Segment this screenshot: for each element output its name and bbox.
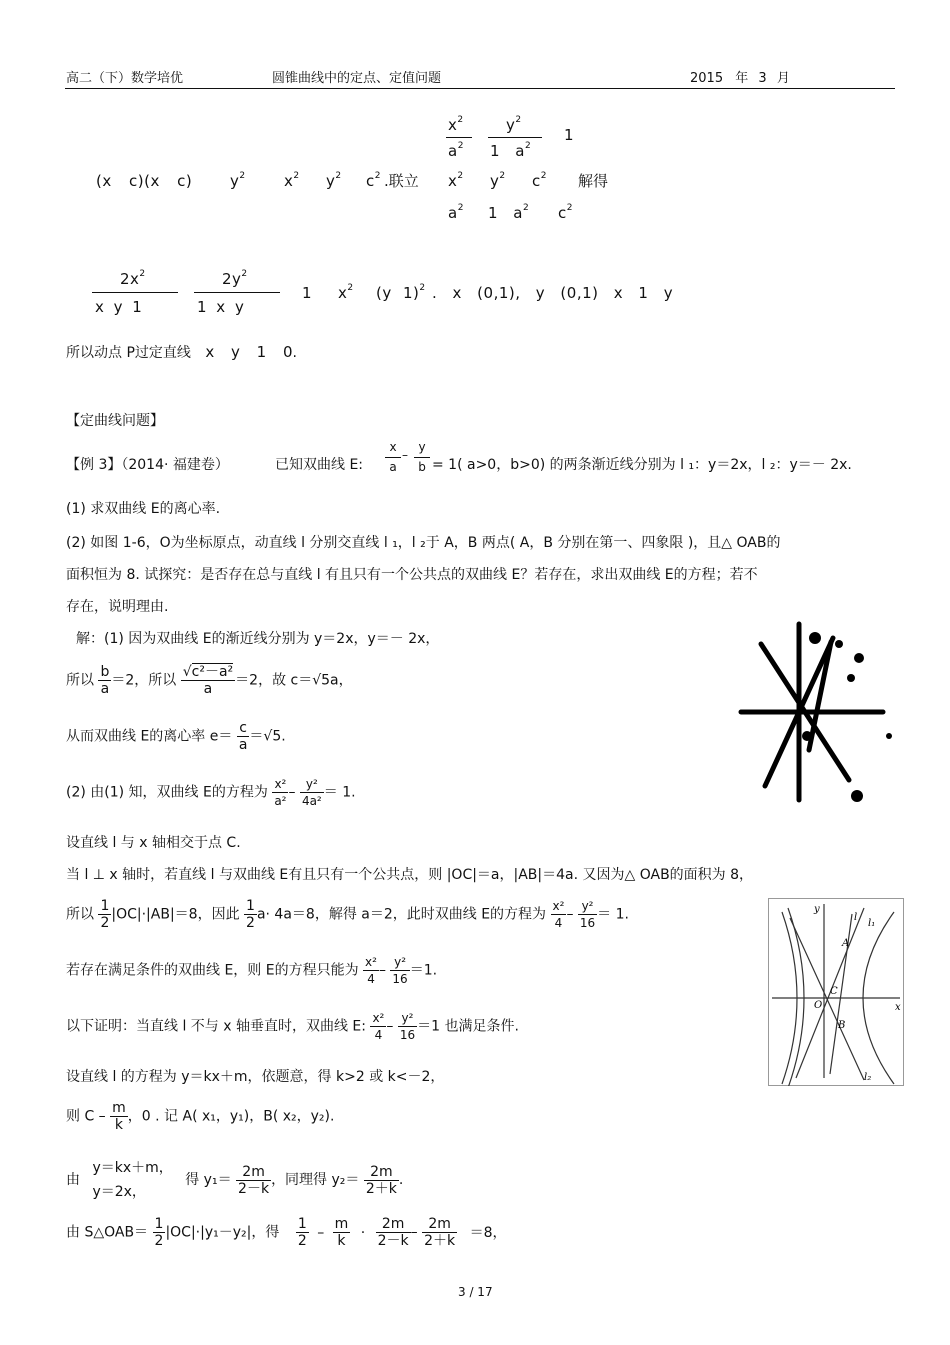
mb2-rest2: . x (0,1), y (0,1) x 1 y <box>432 284 674 302</box>
question-2-line-1: (2) 如图 1-6，O为坐标原点，动直线 l 分别交直线 l ₁，l ₂于 A，B 两点( A，B 分别在第一、四象限 )，且△ OAB的 <box>66 535 781 551</box>
mb1-mid-c: $c^2$ <box>532 171 547 190</box>
mb1-mid-y: $y^2$ <box>490 171 506 190</box>
mb2-frac2-bar <box>194 292 280 293</box>
mb2-frac1-bar <box>92 292 178 293</box>
solution-line-9: 以下证明：当直线 l 不与 x 轴垂直时，双曲线 E: $\frac{\text{x²}}{4}$ – $\frac{\text{y²}}{16}$ ＝1 也满足条件. <box>66 1011 519 1042</box>
solution-line-1: 解：(1) 因为双曲线 E的渐近线分别为 y＝2x，y＝－ 2x， <box>76 631 440 647</box>
mb1-left-y2: $y^2$ <box>326 171 342 190</box>
mb1-left-c: $c^2$ <box>366 171 381 190</box>
example-frac-a: a <box>389 460 397 474</box>
mb2-rest1: 1 <box>302 284 313 302</box>
fig2-l2-label: l₂ <box>864 1072 872 1083</box>
sol7-half-1: $\frac{1}{2}$ <box>100 898 110 931</box>
header-center: 圆锥曲线中的定点、定值问题 <box>272 71 442 86</box>
fig1-blob <box>809 632 821 644</box>
dynamic-point-line: 所以动点 P过定直线 x y 1 0. <box>66 343 297 361</box>
example-frac-bar-1 <box>385 457 401 458</box>
mb2-rest-y: (y 1)$^2$ <box>376 283 426 302</box>
sol3-frac: $\frac{c}{a}$ <box>238 720 248 753</box>
mb2-frac1-num: $2x^2$ <box>120 269 146 288</box>
header-month: 3 <box>758 71 767 86</box>
figure-2-hyperbola <box>768 898 904 1086</box>
solution-line-11: 则 C – $\frac{m}{k}$ ，0 . 记 A( x₁，y₁)，B( x₂，y₂). <box>66 1100 335 1133</box>
question-2-line-3: 存在，说明理由. <box>66 599 169 615</box>
fig2-l1-label: l₁ <box>868 918 876 929</box>
header-year-label: 年 <box>735 71 749 86</box>
sol7-frac-1: $\frac{\text{x²}}{4}$ <box>552 899 565 930</box>
sol9-frac-2: $\frac{\text{y²}}{16}$ <box>399 1011 416 1042</box>
mb1-top-y: $y^2$ <box>506 115 522 134</box>
sol2-frac-ba: $\frac{b}{a}$ <box>100 664 110 697</box>
fig2-y-label: y <box>814 904 820 915</box>
fig2-x-label: x <box>895 1002 901 1013</box>
question-2-line-2: 面积恒为 8. 试探究：是否存在总与直线 l 有且只有一个公共点的双曲线 E？若存在，求出双曲线 E的方程；若不 <box>66 567 758 583</box>
fig2-point-b: B <box>838 1020 846 1031</box>
fig2-point-c: C <box>830 986 838 997</box>
sol11-frac: $\frac{m}{k}$ <box>112 1100 126 1133</box>
sol7-half-2: $\frac{1}{2}$ <box>246 898 255 931</box>
mb1-jiede: 解得 <box>578 172 609 190</box>
sol8-frac-1: $\frac{\text{x²}}{4}$ <box>365 955 377 986</box>
figure-1-sketch <box>735 618 900 808</box>
fig2-origin: O <box>814 1000 823 1011</box>
sol12-frac-1: $\frac{2m}{2-k}$ <box>238 1163 270 1197</box>
section-title: 【定曲线问题】 <box>66 413 164 429</box>
mb1-top-a: $a^2$ <box>448 141 464 160</box>
example-frac-b: b <box>418 460 426 474</box>
mb2-rest-x: $x^2$ <box>338 283 354 302</box>
sol4-frac-2: $\frac{\text{y²}}{\text{4a²}}$ <box>301 777 322 808</box>
example-minus: – <box>402 448 408 462</box>
fig1-blob <box>835 640 843 648</box>
page-number: 3 / 17 <box>458 1285 493 1299</box>
sol13-frac-mk: $\frac{m}{k}$ <box>334 1216 349 1249</box>
sol4-frac-1: $\frac{\text{x²}}{\text{a²}}$ <box>274 777 287 808</box>
header-month-label: 月 <box>776 71 790 86</box>
fig1-blob <box>886 733 892 739</box>
solution-line-4: (2) 由(1) 知，双曲线 E的方程为 $\frac{\text{x²}}{\text{a²}}$ – $\frac{\text{y²}}{\text{4a²}}$ ＝ 1. <box>66 777 356 808</box>
header-rule <box>65 88 895 89</box>
solution-line-10: 设直线 l 的方程为 y＝kx＋m，依题意，得 k>2 或 k<－2， <box>66 1069 445 1085</box>
mb1-left-expr: (x c)(x c) <box>96 172 193 190</box>
mb1-left-y: $y^2$ <box>230 171 246 190</box>
example-frac-y: y <box>418 440 426 454</box>
sol13-frac-2: $\frac{2m}{2+k}$ <box>424 1216 456 1249</box>
mb1-bot-c: $c^2$ <box>558 203 573 222</box>
mb1-bot-a: $a^2$ <box>448 203 464 222</box>
solution-line-2: 所以 $\frac{b}{a}$ ＝2，所以 $\frac{\text{√c²－a²}}{a}$ ＝2，故 c＝√5a， <box>66 664 353 697</box>
mb1-bot-1a: 1 $a^2$ <box>488 203 530 222</box>
fig1-blob <box>802 731 812 741</box>
sol12-frac-2: $\frac{2m}{2+k}$ <box>365 1163 397 1197</box>
example-frac-x: x <box>389 440 397 454</box>
sol12-system: y＝kx＋m， y＝2x， <box>92 1160 173 1200</box>
fig1-blob <box>847 674 855 682</box>
solution-line-6: 当 l ⊥ x 轴时，若直线 l 与双曲线 E有且只有一个公共点，则 |OC|＝a，|AB|＝4a. 又因为△ OAB的面积为 8， <box>66 867 754 883</box>
fig2-point-a: A <box>842 938 850 949</box>
example-frac-bar-2 <box>414 457 430 458</box>
sol13-half-1: $\frac{1}{2}$ <box>154 1216 164 1249</box>
mb2-frac2-num: $2y^2$ <box>222 269 248 288</box>
solution-line-7: 所以 $\frac{1}{2}$ |OC|·|AB|＝8，因此 $\frac{1}{2}$ a· 4a＝8，解得 a＝2，此时双曲线 E的方程为 $\frac{\text{x²}}{4}$ – $\frac{\text{y²}}{16}$ ＝ 1. <box>66 898 629 931</box>
solution-line-12: 由 y＝kx＋m， y＝2x， 得 y₁＝ $\frac{2m}{2-k}$ ，同理得 y₂＝ $\frac{2m}{2+k}$ . <box>66 1156 403 1204</box>
header-year: 2015 <box>690 71 724 86</box>
mb1-frac-bar-2 <box>488 137 542 138</box>
solution-line-13: 由 S△OAB＝ $\frac{1}{2}$ |OC|·|y₁－y₂|，得 $\frac{1}{2}$ – $\frac{m}{k}$ · $\frac{2m}{2-k}$ – $\frac{2m}{2+k}$ ＝8， <box>66 1216 507 1249</box>
fig2-l-label: l <box>854 912 858 923</box>
mb2-frac2-den: 1 x y <box>197 298 245 316</box>
mb1-top-1a: 1 $a^2$ <box>490 141 532 160</box>
example-label: 【例 3】（2014· 福建卷） <box>66 457 229 473</box>
sol8-frac-2: $\frac{\text{y²}}{16}$ <box>392 955 408 986</box>
solution-line-3: 从而双曲线 E的离心率 e＝ $\frac{c}{a}$ ＝√5. <box>66 720 286 753</box>
mb1-lianli: .联立 <box>384 172 419 190</box>
example-text-a: 已知双曲线 E: <box>275 457 364 473</box>
sol13-half-2: $\frac{1}{2}$ <box>297 1216 307 1249</box>
mb1-mid-x: $x^2$ <box>448 171 464 190</box>
fig1-blob <box>851 790 863 802</box>
fig1-blob <box>854 653 864 663</box>
mb1-left-x: $x^2$ <box>284 171 300 190</box>
header-left: 高二（下）数学培优 <box>66 71 184 86</box>
solution-line-8: 若存在满足条件的双曲线 E，则 E的方程只能为 $\frac{\text{x²}}{4}$ – $\frac{\text{y²}}{16}$ ＝1. <box>66 955 438 986</box>
solution-line-5: 设直线 l 与 x 轴相交于点 C. <box>66 835 241 851</box>
mb1-frac-bar-1 <box>446 137 472 138</box>
sol7-frac-2: $\frac{\text{y²}}{16}$ <box>579 899 596 930</box>
mb1-top-x: $x^2$ <box>448 115 464 134</box>
sol9-frac-1: $\frac{\text{x²}}{4}$ <box>372 1011 385 1042</box>
mb1-top-one: 1 <box>564 126 575 144</box>
header-date <box>690 67 790 86</box>
mb2-frac1-den: x y 1 <box>95 298 143 316</box>
sol13-frac-1: $\frac{2m}{2-k}$ <box>377 1216 409 1249</box>
example-text-b: = 1( a>0，b>0) 的两条渐近线分别为 l ₁：y＝2x，l ₂：y＝－ 2x. <box>432 457 852 473</box>
question-1: (1) 求双曲线 E的离心率. <box>66 501 221 517</box>
sol2-frac-sqrt: $\frac{\text{√c²－a²}}{a}$ <box>182 664 234 697</box>
